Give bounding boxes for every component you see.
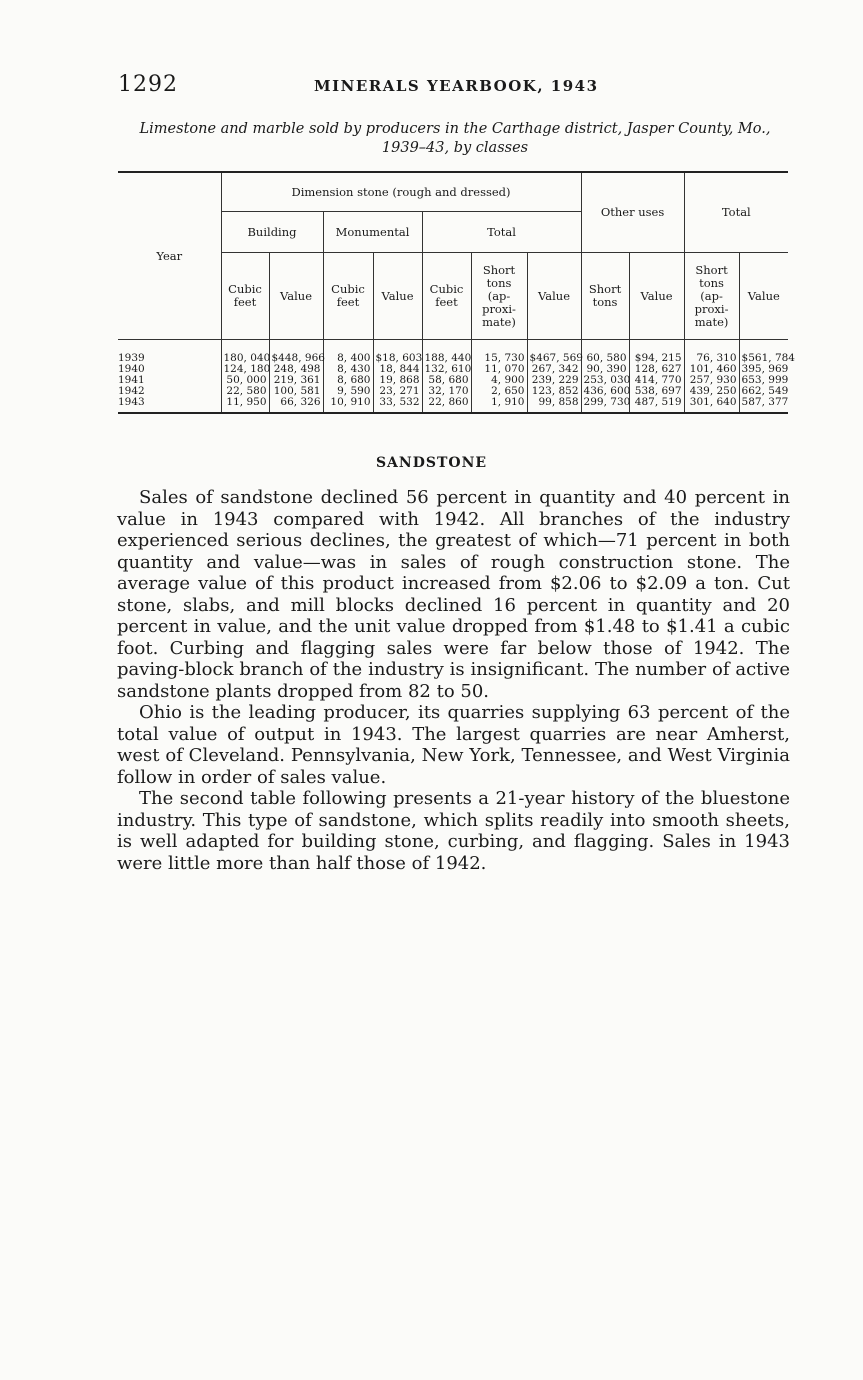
data-table — [118, 171, 795, 412]
header-other-value: Value — [629, 253, 684, 340]
cell-monumental-cubic-feet: 8, 400 — [323, 340, 373, 365]
cell-total-short-tons: 11, 070 — [471, 364, 527, 375]
header-building: Building — [221, 212, 323, 253]
cell-building-cubic-feet: 50, 000 — [221, 375, 269, 386]
header-grand-short-tons: Short tons (ap-proxi-mate) — [684, 253, 739, 340]
page-number: 1292 — [118, 72, 178, 97]
cell-year: 1943 — [118, 396, 145, 408]
header-total-value: Value — [527, 253, 581, 340]
cell-year: 1941 — [118, 374, 145, 386]
header-building-cubic-feet: Cubic feet — [221, 253, 269, 340]
cell-year: 1942 — [118, 385, 145, 397]
cell-other-value: 538, 697 — [629, 386, 684, 397]
cell-total-cubic-feet: 188, 440 — [422, 340, 471, 365]
cell-total-cubic-feet: 58, 680 — [422, 375, 471, 386]
cell-building-value: 219, 361 — [269, 375, 323, 386]
cell-grand-value: $561, 784 — [739, 340, 788, 365]
running-title: MINERALS YEARBOOK, 1943 — [314, 77, 599, 95]
cell-total-short-tons: 15, 730 — [471, 340, 527, 365]
cell-other-value: 487, 519 — [629, 397, 684, 412]
cell-monumental-cubic-feet: 8, 680 — [323, 375, 373, 386]
cell-other-short-tons: 436, 600 — [581, 386, 629, 397]
cell-monumental-value: 33, 532 — [373, 397, 422, 412]
cell-grand-short-tons: 257, 930 — [684, 375, 739, 386]
cell-total-short-tons: 2, 650 — [471, 386, 527, 397]
cell-total-value: 99, 858 — [527, 397, 581, 412]
cell-building-cubic-feet: 124, 180 — [221, 364, 269, 375]
cell-total-value: 123, 852 — [527, 386, 581, 397]
cell-year: 1940 — [118, 363, 145, 375]
cell-other-short-tons: 60, 580 — [581, 340, 629, 365]
cell-building-cubic-feet: 180, 040 — [221, 340, 269, 365]
cell-monumental-value: 18, 844 — [373, 364, 422, 375]
cell-grand-value: 587, 377 — [739, 397, 788, 412]
section-heading: SANDSTONE — [375, 455, 488, 471]
cell-monumental-value: 19, 868 — [373, 375, 422, 386]
cell-grand-short-tons: 301, 640 — [684, 397, 739, 412]
cell-grand-short-tons: 76, 310 — [684, 340, 739, 365]
cell-other-short-tons: 299, 730 — [581, 397, 629, 412]
cell-grand-value: 653, 999 — [739, 375, 788, 386]
cell-other-value: $94, 215 — [629, 340, 684, 365]
cell-grand-short-tons: 439, 250 — [684, 386, 739, 397]
cell-total-value: 267, 342 — [527, 364, 581, 375]
header-monumental-cubic-feet: Cubic feet — [323, 253, 373, 340]
cell-other-short-tons: 90, 390 — [581, 364, 629, 375]
cell-other-value: 414, 770 — [629, 375, 684, 386]
header-dimension-total: Total — [422, 212, 581, 253]
header-dimension-stone: Dimension stone (rough and dressed) — [221, 172, 581, 212]
paragraph: Sales of sandstone declined 56 percent in quantity and 40 percent in value in 1943 compared with 1942. All branches of the industry experienced serious declines, the greatest of which—71 percent in both quantity and value—was in sales of rough construction stone. The average value of this product increased from $2.06 to $2.09 a ton. Cut stone, slabs, and mill blocks declined 16 percent in quantity and 20 percent in value, and the unit value dropped from $1.48 to $1.41 a cubic foot. Curbing and flagging sales were far below those of 1942. The paving-block branch of the industry is insignificant. The number of active sandstone plants dropped from 82 to 50. — [117, 487, 790, 702]
running-head — [118, 72, 788, 102]
cell-building-value: 248, 498 — [269, 364, 323, 375]
cell-year: 1939 — [118, 352, 145, 364]
table-caption-line-2: 1939–43, by classes — [381, 140, 529, 156]
cell-monumental-value: $18, 603 — [373, 340, 422, 365]
table-caption-line-1: Limestone and marble sold by producers in the Carthage district, Jasper County, Mo., — [139, 121, 771, 137]
cell-total-cubic-feet: 22, 860 — [422, 397, 471, 412]
cell-total-cubic-feet: 32, 170 — [422, 386, 471, 397]
cell-building-cubic-feet: 11, 950 — [221, 397, 269, 412]
header-other-uses: Other uses — [581, 172, 684, 253]
cell-building-value: $448, 966 — [269, 340, 323, 365]
cell-monumental-cubic-feet: 9, 590 — [323, 386, 373, 397]
header-other-short-tons: Short tons — [581, 253, 629, 340]
cell-grand-value: 662, 549 — [739, 386, 788, 397]
cell-monumental-cubic-feet: 8, 430 — [323, 364, 373, 375]
table-row — [118, 340, 788, 365]
cell-other-value: 128, 627 — [629, 364, 684, 375]
cell-grand-value: 395, 969 — [739, 364, 788, 375]
cell-total-short-tons: 4, 900 — [471, 375, 527, 386]
header-grand-value: Value — [739, 253, 788, 340]
cell-building-cubic-feet: 22, 580 — [221, 386, 269, 397]
table-bottom-rule — [118, 412, 788, 414]
cell-other-short-tons: 253, 030 — [581, 375, 629, 386]
data-table-container — [118, 171, 795, 414]
header-grand-total: Total — [684, 172, 788, 253]
header-year: Year — [118, 172, 221, 340]
cell-monumental-cubic-feet: 10, 910 — [323, 397, 373, 412]
cell-total-value: $467, 569 — [527, 340, 581, 365]
cell-total-value: 239, 229 — [527, 375, 581, 386]
section-body — [117, 487, 790, 874]
cell-building-value: 100, 581 — [269, 386, 323, 397]
table-caption — [110, 120, 800, 158]
header-building-value: Value — [269, 253, 323, 340]
cell-total-cubic-feet: 132, 610 — [422, 364, 471, 375]
cell-total-short-tons: 1, 910 — [471, 397, 527, 412]
header-total-cubic-feet: Cubic feet — [422, 253, 471, 340]
header-monumental-value: Value — [373, 253, 422, 340]
cell-monumental-value: 23, 271 — [373, 386, 422, 397]
cell-grand-short-tons: 101, 460 — [684, 364, 739, 375]
header-total-short-tons: Short tons (ap-proxi-mate) — [471, 253, 527, 340]
header-monumental: Monumental — [323, 212, 422, 253]
cell-building-value: 66, 326 — [269, 397, 323, 412]
paragraph: The second table following presents a 21-year history of the bluestone industry. This type of sandstone, which splits readily into smooth sheets, is well adapted for building stone, curbing, and flagging. Sales in 1943 were little more than half those of 1942. — [117, 788, 790, 874]
paragraph: Ohio is the leading producer, its quarries supplying 63 percent of the total value of output in 1943. The largest quarries are near Amherst, west of Cleveland. Pennsylvania, New York, Tennessee, and West Virginia follow in order of sales value. — [117, 702, 790, 788]
table-row — [118, 397, 788, 412]
